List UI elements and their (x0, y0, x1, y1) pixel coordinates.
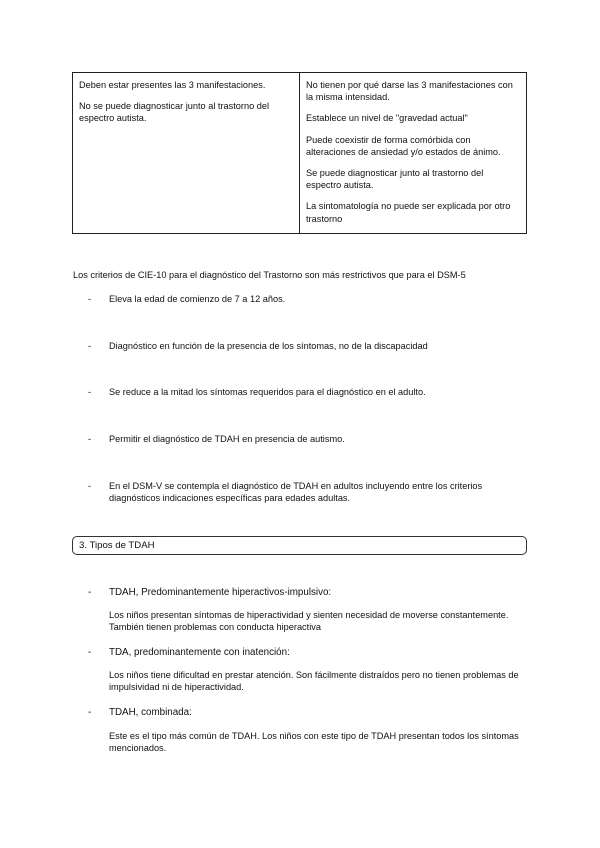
table-cell-text: No se puede diagnosticar junto al trastorno del espectro autista. (79, 101, 269, 124)
table-cell-text: No tienen por qué darse las 3 manifestaciones con la misma intensidad. (306, 80, 513, 103)
table-cell-text: Establece un nivel de "gravedad actual" (306, 113, 468, 124)
bullet-dash: - (88, 481, 92, 491)
list-item-text: Permitir el diagnóstico de TDAH en presencia de autismo. (109, 434, 345, 444)
type-item-title (88, 647, 528, 659)
list-item-text: En el DSM-V se contempla el diagnóstico de TDAH en adultos incluyendo entre los criterios diagnósticos indicaciones específicas para edades adultas. (109, 481, 483, 504)
type-description: Los niños presentan síntomas de hiperactividad y sienten necesidad de moverse constantemente. También tienen problemas con conducta hiperactiva (109, 610, 509, 633)
bullet-dash: - (88, 294, 92, 304)
bullet-dash: - (88, 434, 92, 444)
table-column-right (300, 73, 526, 233)
table-cell-text: La sintomatología no puede ser explicada por otro trastorno (306, 201, 511, 224)
type-item-title (88, 707, 528, 719)
type-title-text: TDAH, Predominantemente hiperactivos-impulsivo: (109, 587, 332, 598)
table-cell-text: Puede coexistir de forma comórbida con alteraciones de ansiedad y/o estados de ánimo. (306, 134, 501, 157)
table-cell-text: Deben estar presentes las 3 manifestaciones. (79, 80, 266, 90)
type-title-text: TDA, predominantemente con inatención: (109, 647, 290, 658)
bullet-dash: - (88, 387, 92, 397)
list-item (88, 386, 528, 398)
type-item-title (88, 587, 528, 599)
bullet-dash: - (88, 647, 92, 658)
list-item-text: Se reduce a la mitad los síntomas requeridos para el diagnóstico en el adulto. (109, 387, 426, 397)
list-item-text: Eleva la edad de comienzo de 7 a 12 años. (109, 294, 286, 304)
list-item (88, 433, 528, 445)
type-description: Los niños tiene dificultad en prestar atención. Son fácilmente distraídos pero no tienen problemas de impulsividad ni de hiperactividad. (109, 670, 519, 693)
list-item (88, 480, 528, 504)
comparison-table (72, 72, 527, 234)
list-item (88, 340, 528, 352)
list-item-text: Diagnóstico en función de la presencia de los síntomas, no de la discapacidad (109, 341, 428, 351)
bullet-dash: - (88, 341, 92, 351)
type-description: Este es el tipo más común de TDAH. Los niños con este tipo de TDAH presentan todos los síntomas mencionados. (109, 731, 519, 754)
bullet-dash: - (88, 587, 92, 598)
intro-paragraph: Los criterios de CIE-10 para el diagnóstico del Trastorno son más restrictivos que para el DSM-5 (73, 270, 466, 280)
table-cell-text: Se puede diagnosticar junto al trastorno del espectro autista. (306, 168, 484, 191)
list-item (88, 293, 528, 305)
bullet-dash: - (88, 707, 92, 718)
type-title-text: TDAH, combinada: (109, 707, 192, 718)
table-column-left (73, 73, 300, 233)
section-heading: 3. Tipos de TDAH (72, 536, 527, 555)
